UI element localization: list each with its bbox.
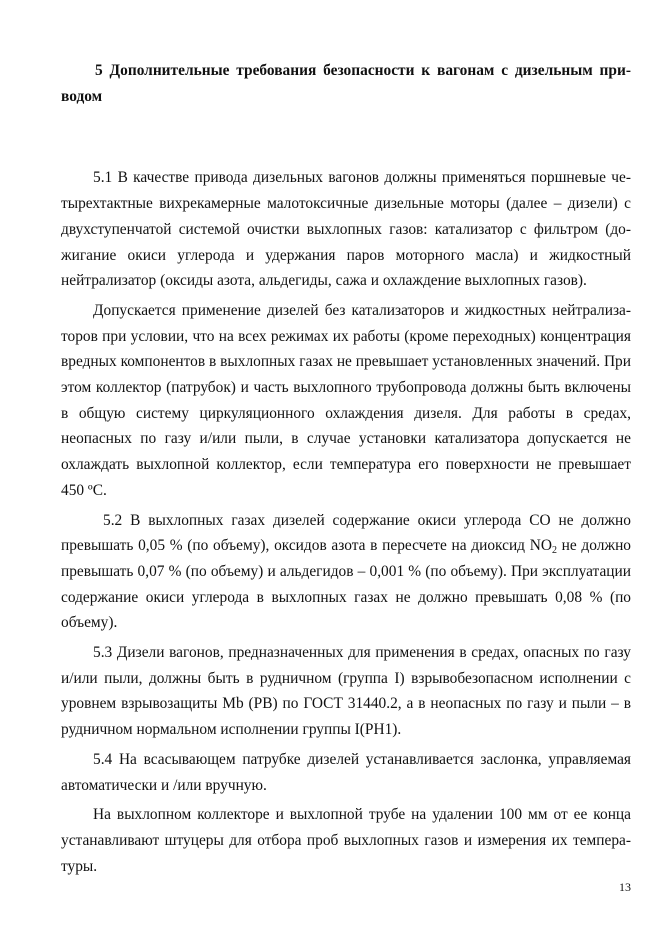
paragraph-5-1: 5.1 В качестве привода дизельных вагонов должны применяться поршневые четырехтактные вихрекамерные малотоксичные дизельные моторы (далее – дизели) с двухступенчатой системой очистки выхлопных газов: катализатор с фильтром (дожигание окиси углерода и удержания паров моторного масла) и жидкостный нейтрализатор (оксиды азота, альдегиды, сажа и охлаждение выхлопных газов). [61, 169, 631, 290]
page-number: 13 [619, 880, 631, 894]
paragraph-5-4: 5.4 На всасывающем патрубке дизелей устанавливается заслонка, управляемая автоматически и /или вручную. [61, 750, 631, 794]
document-page [61, 58, 631, 883]
paragraph-5-3: 5.3 Дизели вагонов, предназначенных для применения в средах, опасных по газу и/или пыли, должны быть в рудничном (группа I) взрывобезопасном исполнении с уровнем взрывозащиты Mb (РВ) по ГОСТ 31440.2, а в неопасных по газу и пыли – в рудничном нормальном исполнении группы I(PH1). [61, 644, 631, 739]
section-heading: 5 Дополнительные требования безопасности к вагонам с дизельным приводом [61, 62, 631, 105]
paragraph-5-2-text-start: 5.2 В выхлопных газах дизелей содержание окиси углерода СО не должно превышать 0,05 % (по объему), оксидов азота в пересчете на диоксид NO [61, 511, 631, 555]
paragraph-5-4-continued: На выхлопном коллекторе и выхлопной трубе на удалении 100 мм от ее конца устанавливают штуцеры для отбора проб выхлопных газов и измерения их температуры. [61, 806, 631, 875]
paragraph-5-2 [61, 508, 631, 637]
paragraph-5-2-text-end: не должно превышать 0,07 % (по объему) и альдегидов – 0,001 % (по объему). При эксплуатации содержание окиси углерода в выхлопных газах не должно превышать 0,08 % (по объему). [61, 537, 631, 632]
no2-subscript: 2 [551, 545, 557, 557]
paragraph-5-1-continued: Допускается применение дизелей без катализаторов и жидкостных нейтрализаторов при условии, что на всех режимах их работы (кроме переходных) концентрация вредных компонентов в выхлопных газах не превышает установленных значений. При этом коллектор (патрубок) и часть выхлопного трубопровода должны быть включены в общую систему циркуляционного охлаждения дизеля. Для работы в средах, неопасных по газу и/или пыли, в случае установки катализатора допускается не охлаждать выхлопной коллектор, если температура его поверхности не превышает 450 ºC. [61, 301, 631, 499]
